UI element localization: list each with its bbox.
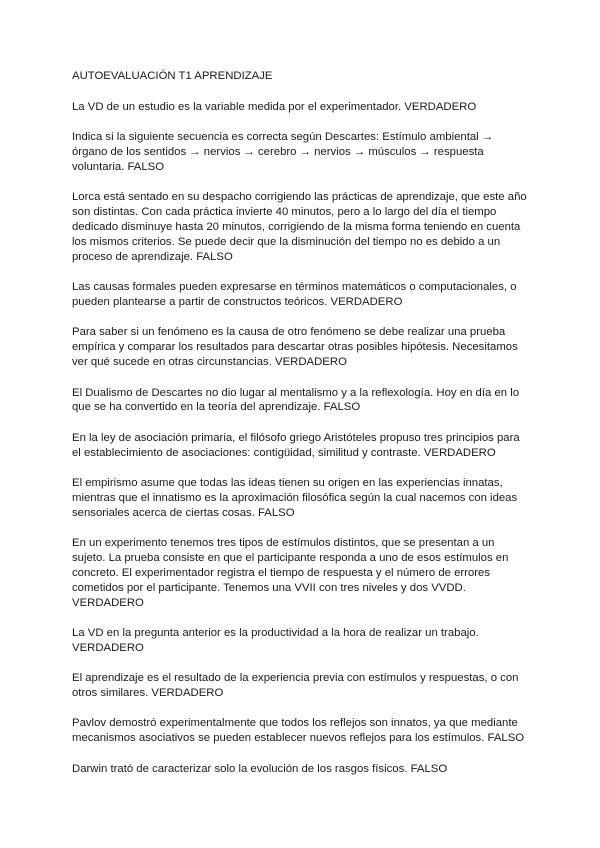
document-title: AUTOEVALUACIÓN T1 APRENDIZAJE — [72, 70, 273, 82]
question-item-11: El aprendizaje es el resultado de la experiencia previa con estímulos y respuestas, o con otros similares. VERDADERO — [72, 672, 519, 700]
question-item-7: En la ley de asociación primaria, el filósofo griego Aristóteles propuso tres principios para el establecimiento de asociaciones: contigüidad, similitud y contraste. VERDADERO — [72, 431, 520, 459]
question-item-13: Darwin trató de caracterizar solo la evolución de los rasgos físicos. FALSO — [72, 762, 448, 775]
question-item-4: Las causas formales pueden expresarse en términos matemáticos o computacionales, o pueden plantearse a partir de constructos teóricos. VERDADERO — [72, 281, 517, 309]
question-item-2: Indica si la siguiente secuencia es correcta según Descartes: Estímulo ambiental → órgano de los sentidos → nervios → cerebro → nervios → músculos → respuesta voluntaria. FALSO — [72, 131, 494, 174]
question-item-1: La VD de un estudio es la variable medida por el experimentador. VERDADERO — [72, 100, 477, 113]
question-list — [72, 100, 530, 777]
question-item-9: En un experimento tenemos tres tipos de estímulos distintos, que se presentan a un sujeto. La prueba consiste en que el participante responda a uno de esos estímulos en concreto. El experimentador registra el tiempo de respuesta y el número de errores cometidos por el participante. Tenemos una VVII con tres niveles y dos VVDD. VERDADERO — [72, 537, 509, 609]
question-item-8: El empirismo asume que todas las ideas tienen su origen en las experiencias innatas, mientras que el innatismo es la aproximación filosófica según la cual nacemos con ideas sensoriales acerca de ciertas cosas. FALSO — [72, 476, 518, 519]
question-item-12: Pavlov demostró experimentalmente que todos los reflejos son innatos, ya que mediante mecanismos asociativos se pueden establecer nuevos reflejos para los estímulos. FALSO — [72, 717, 525, 745]
question-item-3: Lorca está sentado en su despacho corrigiendo las prácticas de aprendizaje, que este año son distintas. Con cada práctica invierte 40 minutos, pero a lo largo del día el tiempo dedicado disminuye hasta 20 minutos, corrigiendo de la misma forma teniendo en cuenta los mismos criterios. Se puede decir que la disminución del tiempo no es debido a un proceso de aprendizaje. FALSO — [72, 191, 527, 263]
question-item-10: La VD en la pregunta anterior es la productividad a la hora de realizar un trabajo. VERDADERO — [72, 626, 479, 654]
question-item-6: El Dualismo de Descartes no dio lugar al mentalismo y a la reflexología. Hoy en día en lo que se ha convertido en la teoría del aprendizaje. FALSO — [72, 386, 520, 414]
question-item-5: Para saber si un fenómeno es la causa de otro fenómeno se debe realizar una prueba empírica y comparar los resultados para descartar otras posibles hipótesis. Necesitamos ver qué sucede en otras circunstancias. VERDADERO — [72, 326, 518, 369]
